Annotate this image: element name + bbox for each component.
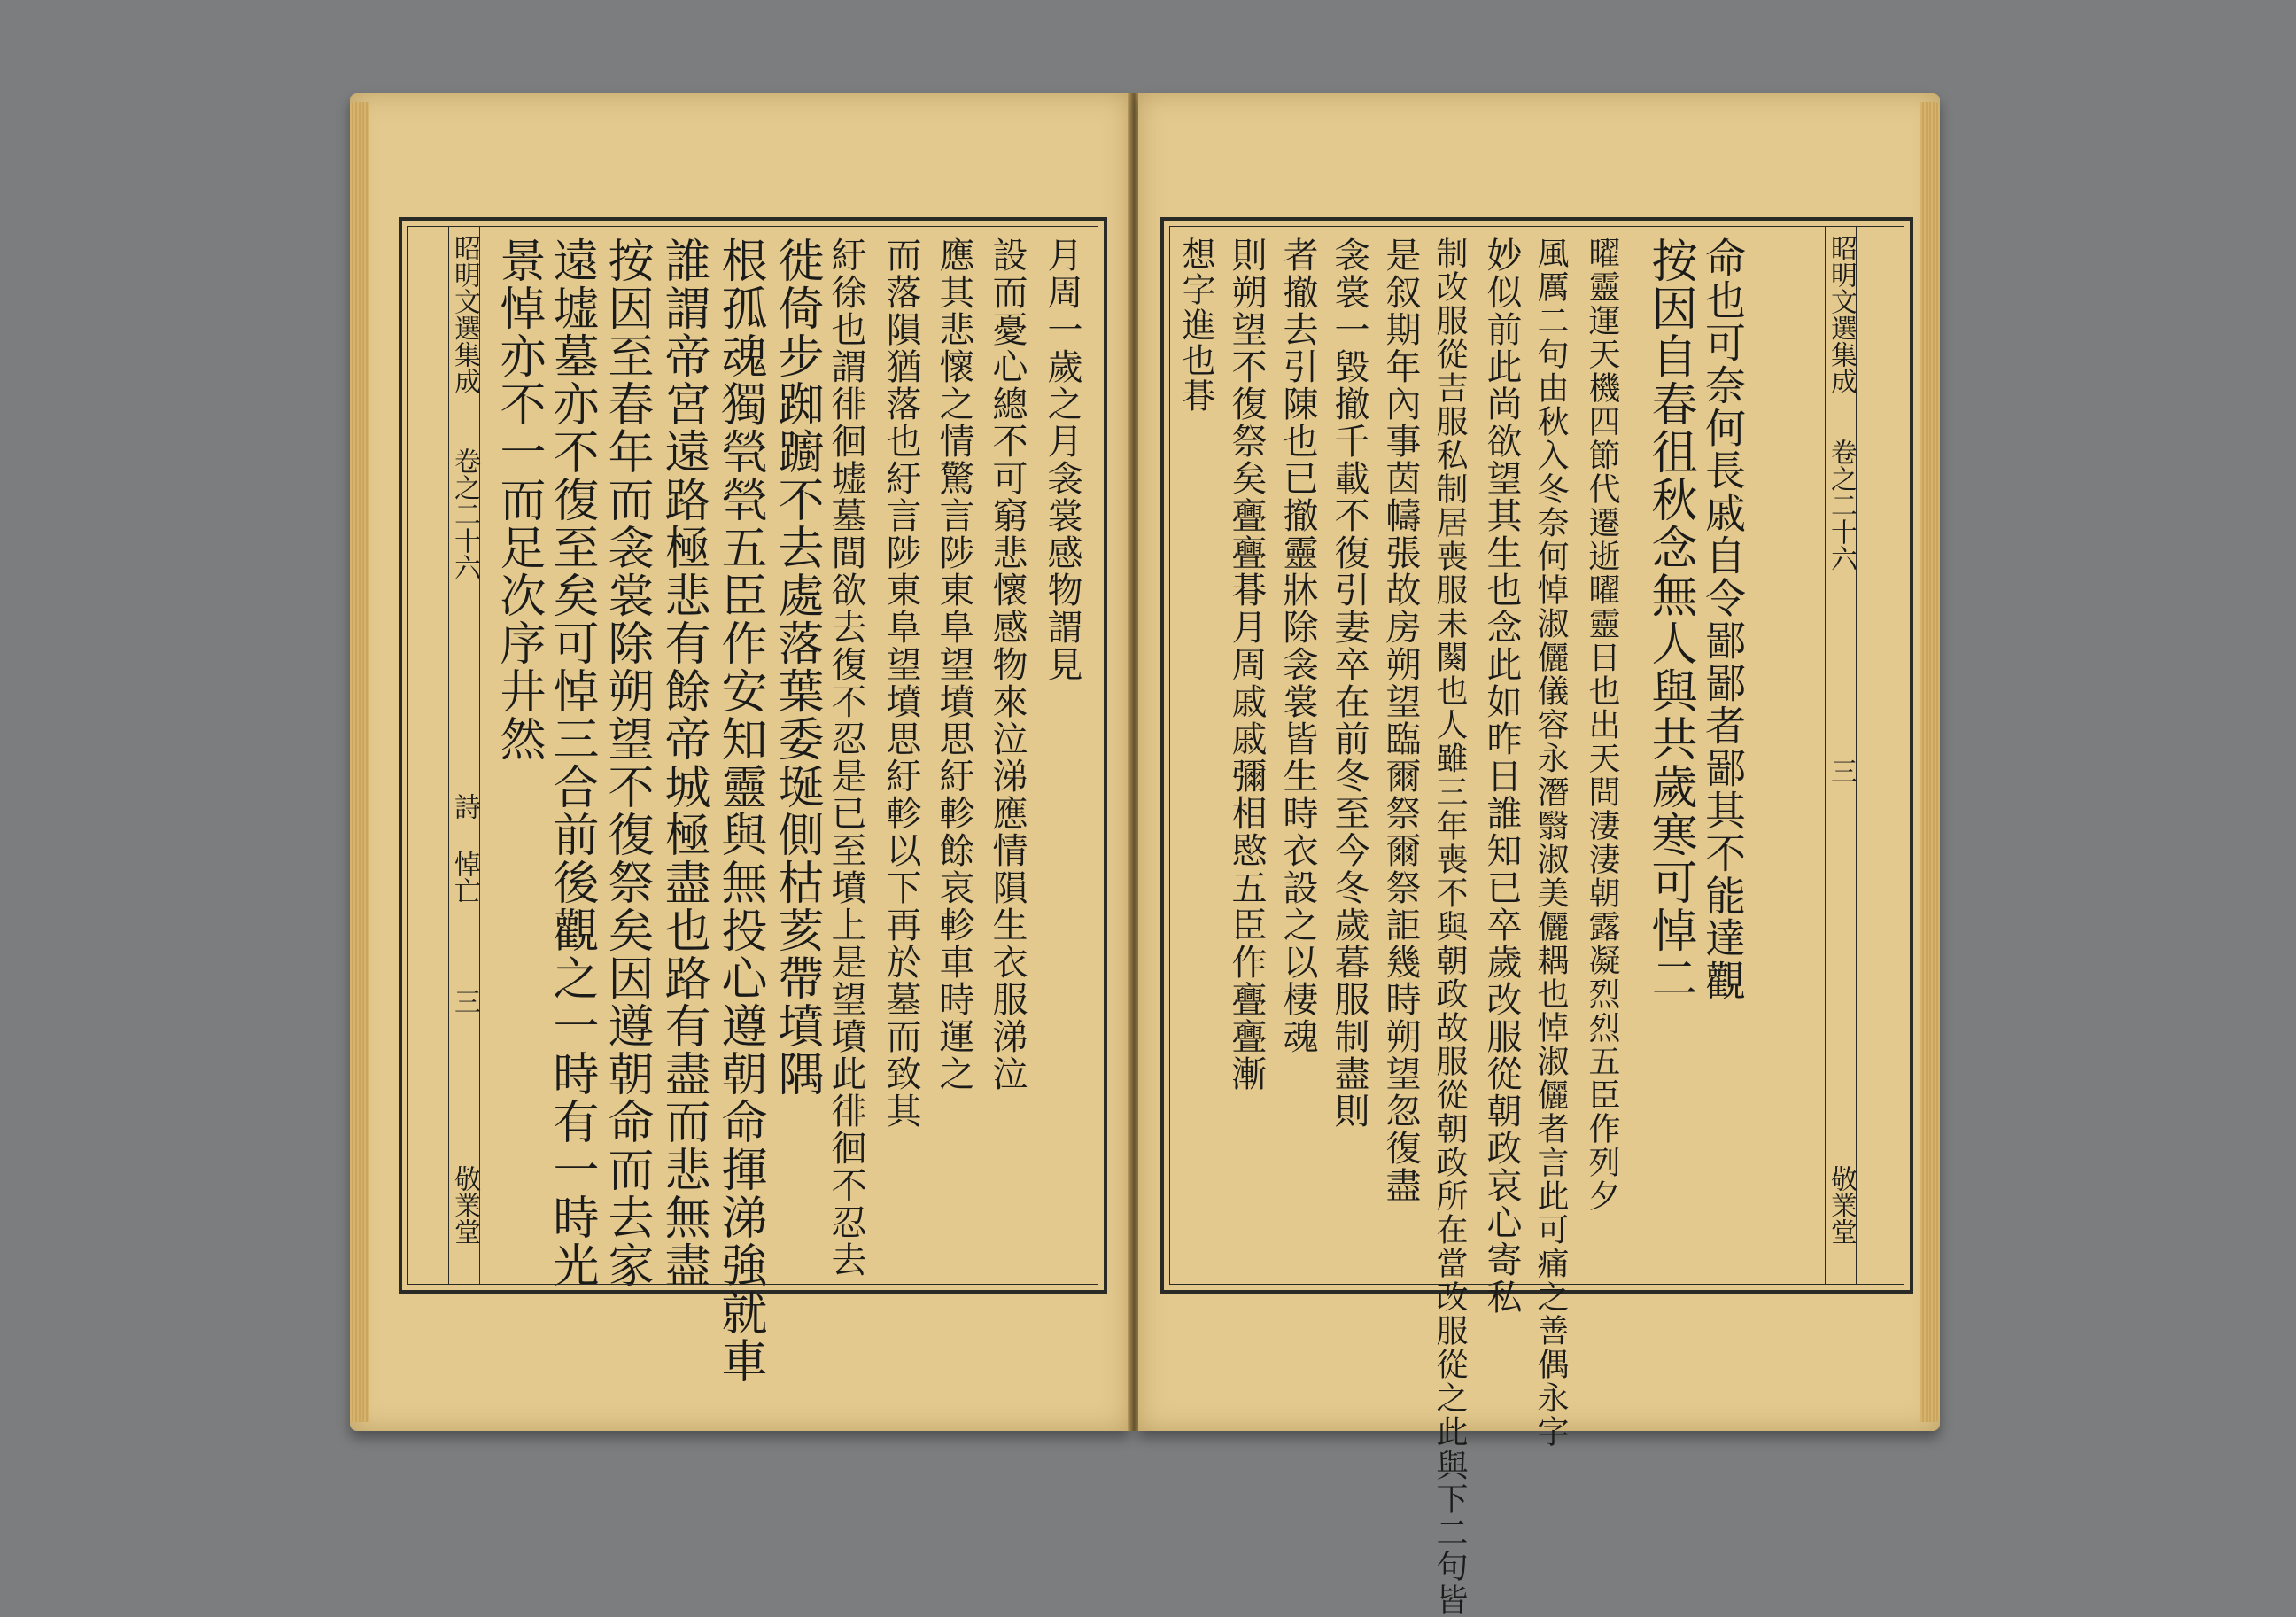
right-text-frame: [1160, 217, 1913, 1617]
text-column: 徙倚步踟躕不去處落葉委埏側枯荄帶墳隅: [770, 237, 823, 1098]
gutter-title: 昭明文選集成: [449, 235, 480, 394]
text-column: 命也可奈何長戚自令鄙鄙者鄙其不能達觀: [1699, 237, 1747, 1002]
text-column: 衾裳一毀撤千載不復引妻卒在前冬至今冬歲暮服制盡則: [1329, 237, 1369, 1130]
text-column: 月周一歲之月衾裳感物謂見: [1042, 237, 1082, 683]
gutter-publisher: 敬業堂: [449, 1165, 480, 1245]
text-column: 者撤去引陳也已撤靈牀除衾裳皆生時衣設之以棲魂: [1277, 237, 1318, 1055]
left-page: [350, 93, 1129, 1431]
text-column: 根孤魂獨煢煢五臣作安知靈與無投心遵朝命揮涕強就車: [713, 237, 766, 1385]
text-column: 紆徐也謂徘徊墟墓間欲去復不忍是已至墳上是望墳此徘徊不忍去: [826, 237, 866, 1279]
page-edge-stack: [1920, 102, 1940, 1422]
text-column: 設而憂心總不可窮悲懷感物來泣涕應情隕生衣服涕泣: [987, 237, 1028, 1092]
open-book: [350, 93, 1940, 1617]
text-column: 是叙期年內事茵幬張故房朔望臨爾祭爾祭詎幾時朔望忽復盡: [1380, 237, 1421, 1204]
text-column: 曜靈運天機四節代遷逝曜靈日也出天問淒淒朝露凝烈烈五臣作列夕: [1584, 237, 1620, 1213]
gutter-volume: 卷之二十六: [1826, 439, 1857, 571]
gutter-title: 昭明文選集成: [1826, 235, 1857, 394]
text-column: 則朔望不復祭矣亹亹朞月周戚戚彌相愍五臣作亹亹漸: [1226, 237, 1267, 1092]
text-column: 應其悲懷之情驚言陟東阜望墳思紆軫餘哀軫車時運之: [934, 237, 974, 1092]
right-gutter: [1825, 226, 1857, 1285]
text-column: 遠墟墓亦不復至矣可悼三合前後觀之一時有一時光: [545, 237, 598, 1289]
gutter-page: 三: [449, 988, 480, 1015]
text-column: 風厲二句由秋入冬奈何悼淑儷儀容永潛翳淑美儷耦也悼淑儷者言此可痛之善偶永字: [1532, 237, 1569, 1449]
text-column: 妙似前此尚欲望其生也念此如昨日誰知已卒歲改服從朝政哀心寄私: [1481, 237, 1522, 1316]
right-page: [1138, 93, 1940, 1617]
text-column: 按因自春徂秋念無人與共歲寒可悼二: [1643, 237, 1696, 1002]
left-text-frame: [399, 217, 1107, 1385]
text-column: 制改服從吉服私制居喪服未闋也人雖三年喪不與朝政故服從朝政所在當改服從之此與下二句皆: [1431, 237, 1468, 1617]
text-column: 景悼亦不一而足次序井然: [492, 237, 545, 763]
gutter-publisher: 敬業堂: [1826, 1165, 1857, 1245]
page-edge-stack: [350, 102, 369, 1422]
text-column: 按因至春年而衾裳除朔望不復祭矣因遵朝命而去家: [600, 237, 653, 1289]
text-column: 想字進也朞: [1176, 237, 1215, 414]
text-column: 而落隕猶落也紆言陟東阜望墳思紆軫以下再於墓而致其: [880, 237, 921, 1130]
gutter-section: 詩 悼亡: [449, 793, 480, 904]
left-gutter: [448, 226, 480, 1285]
text-column: 誰謂帝宮遠路極悲有餘帝城極盡也路有盡而悲無盡: [656, 237, 710, 1289]
gutter-volume: 卷之二十六: [449, 447, 480, 580]
gutter-page: 三: [1826, 758, 1857, 784]
